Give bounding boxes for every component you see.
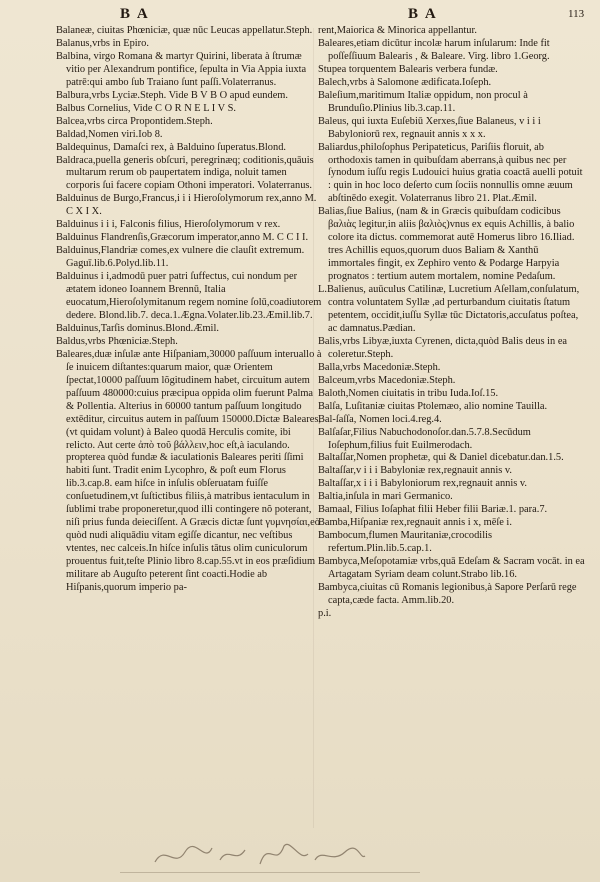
dictionary-entry: Balduinus Flandrenſis,Græcorum imperator,anno M. C C I I. (56, 232, 309, 244)
dictionary-entry: Balis,vrbs Libyæ,iuxta Cyrenen, dicta,quòd Balis deus in ea coleretur.Steph. (318, 335, 568, 360)
dictionary-entry: Baltaſſar,Nomen prophetæ, qui & Daniel dicebatur.dan.1.5. (318, 452, 564, 464)
right-column (318, 25, 586, 621)
page-number: 113 (568, 8, 585, 20)
dictionary-entry: Baltia,inſula in mari Germanico. (318, 491, 453, 503)
dictionary-entry: Balduinus i i,admodū puer patri ſuffectus, cui nondum per ætatem idoneo Ioannem Brennū, Italia euocatum,Hieroſolymitanum regem nomine ſolū,coadiutorem dedere. Blond.lib.7. deca.1.Ægna.Volater.lib.23.Æmil.lib.7. (56, 271, 322, 321)
dictionary-entry: Baloth,Nomen ciuitatis in tribu Iuda.Ioſ.15. (318, 387, 499, 399)
dictionary-entry: Bambyca,Meſopotamiæ vrbs,quā Edeſam & Sacram vocāt. in ea Artagatam Syriam deam colunt.Strabo lib.16. (318, 556, 585, 581)
dictionary-entry: Baldus,vrbs Phœniciæ.Steph. (56, 335, 178, 347)
dictionary-entry: Bambocum,flumen Mauritaniæ,crocodilis refertum.Plin.lib.5.cap.1. (318, 530, 493, 555)
dictionary-entry: Balduinus,Flandriæ comes,ex vulnere die clauſit extremum. Gaguī.lib.6.Polyd.lib.11. (56, 245, 305, 270)
dictionary-entry: Bamaal, Filius Ioſaphat filii Heber filii Bariæ.1. para.7. (318, 504, 548, 516)
dictionary-entry: L.Balienus, auūculus Catilinæ, Lucretium Aſellam,conſulatum, contra voluntatem Syllæ ,ad perturbandum ciuitatis ſtatum petentem, occidit,iuſſu Syllæ tūc Dictatoris,accuſatus poſtea, ac damnatus.Pædian. (318, 284, 580, 334)
dictionary-entry: Baltaſſar,x i i i Babyloniorum rex,regnauit annis v. (318, 478, 527, 490)
dictionary-entry: Balceum,vrbs Macedoniæ.Steph. (318, 374, 456, 386)
dictionary-entry: rent,Maiorica & Minorica appellantur. (318, 25, 477, 36)
dictionary-entry: Balaneæ, ciuitas Phœniciæ, quæ nūc Leucas appellatur.Steph. (56, 25, 313, 36)
dictionary-entry: Baleſium,maritimum Italiæ oppidum, non procul à Brunduſio.Plinius lib.3.cap.11. (318, 89, 528, 114)
dictionary-entry: p.i. (318, 607, 332, 619)
dictionary-entry: Balduinus,Tarſis dominus.Blond.Æmil. (56, 322, 219, 334)
dictionary-entry: Bal-ſaſſa, Nomen loci.4.reg.4. (318, 413, 442, 425)
running-head (0, 6, 600, 24)
dictionary-entry: Balla,vrbs Macedoniæ.Steph. (318, 361, 441, 373)
dictionary-entry: Baltaſſar,v i i i Babyloniæ rex,regnauit annis v. (318, 465, 512, 477)
dictionary-entry: Balſaſar,Filius Nabuchodonoſor.dan.5.7.8.Secūdum Ioſephum,filius fuit Euilmerodach. (318, 426, 531, 451)
signature-rule (120, 872, 420, 873)
dictionary-entry: Balduinus i i i, Falconis filius, Hieroſolymorum v rex. (56, 219, 281, 231)
running-head-right: B A (408, 6, 438, 22)
dictionary-entry: Balſa, Luſitaniæ ciuitas Ptolemæo, alio nomine Tauilla. (318, 400, 548, 412)
signature-scrawl-icon (150, 834, 370, 874)
dictionary-entry: Balias,ſiue Balius, (nam & in Græcis quibuſdam codicibus βαλιὰς legitur,in aliis βαλιὸς)vnus ex equis Achillis, à balio colore ita dictus. commemorat autē Homerus libro 16.Iliad. tres Achillis equos,quorum duos Baliam & Xanthū immortales fingit, ex Zephiro vento & Podarge Harpyia prognatos : tertium autem mortalem, nomine Pedaſum. (318, 206, 575, 283)
dictionary-entry: Balbura,vrbs Lyciæ.Steph. Vide B V B O apud eundem. (56, 89, 288, 101)
dictionary-entry: Stupea torquentem Balearis verbera fundæ. (318, 63, 498, 75)
dictionary-entry: Bamba,Hiſpaniæ rex,regnauit annis i x, mēſe i. (318, 517, 512, 529)
dictionary-entry: Bambyca,ciuitas cū Romanis legionibus,à Sapore Perſarū rege capta,cæde facta. Amm.lib.20. (318, 581, 577, 606)
dictionary-entry: Baleares,etiam dicūtur incolæ harum inſularum: Inde fit poſſeſſiuum Balearis , & Baleare. Virg. libro 1.Georg. (318, 37, 550, 62)
dictionary-entry: Baleares,duæ inſulæ ante Hiſpaniam,30000 paſſuum interuallo à ſe inuicem diſtantes:quarum maior, quæ Orientem ſpectat,10000 paſſuum lõgitudinem habet, circuitum autem paſſuum 480000:cuius præcipua oppida olim fuerunt Palma & Pollentia. Alterius in 60000 tantum paſſuum longitudo extēditur, circuitus autem in paſſuum 150000.Dictæ Baleares,(vt quidam volunt) à Baleo quodā Herculis comite, ibi relicto. Aut certe ἀπὸ τοῦ βάλλειν,hoc eſt,à iaculando. propterea quòd fundæ & iaculationis Baleares periti ſſimi habiti ſunt. Tradit enim Lycophro, & poſt eum Florus lib.3.cap.8. eam hiſce in inſulis obſeruatam fuiſſe conſuetudinem,vt ſuſtictibus filiis,à matribus ientaculum in ſublimi trabe proponeretur,quod illi contingere nõ poterant, niſi prius funda deieciſſent. A Græcis dictæ ſunt γυμνησίαι,eò quòd nudi aliquādiu vitam egiſſe dicantur, nec veſtibus vtentes, nec calceis.In hiſce inſulis tātus olim cuniculorum prouentus fuit,teſte Plinio libro 8.cap.55.vt in eos præſidium militare ab Auguſto peterent ſint coacti.Hodie ab Hiſpanis,quorum imperio pa- (56, 348, 322, 593)
dictionary-entry: Balbina, virgo Romana & martyr Quirini, liberata à ſtrumæ vitio per Alexandrum pontifice, ſepulta in Via Appia iuxta patrē:qui ambo ſub Traiano ſunt paſſi.Volaterranus. (56, 50, 307, 88)
dictionary-entry: Baldraca,puella generis obſcuri, peregrinæq; coditionis,quāuis multarum rerum ob paupertatem indiga, noluit tamen corporis ſui facere copiam Othoni imperatori. Volaterranus. (56, 154, 314, 192)
running-head-left: B A (120, 6, 150, 22)
dictionary-entry: Balcea,vrbs circa Propontidem.Steph. (56, 115, 213, 127)
dictionary-entry: Balbus Cornelius, Vide C O R N E L I V S. (56, 102, 236, 114)
dictionary-entry: Baliardus,philoſophus Peripateticus, Pariſiis floruit, ab orthodoxis tamen in quibuſdam aberrans,à quibus nec per ſynodum iuſſu regis Ludouici huius gratia coactā auelli potuit : quin in hoc loco deſerto cum ſociis nonnullis omne æuum abſtinēdo exegit. Volaterranus libro 21. Plat.Æmil. (318, 141, 583, 205)
left-column (56, 25, 322, 595)
dictionary-entry: Balduinus de Burgo,Francus,i i i Hieroſolymorum rex,anno M. C X I X. (56, 193, 317, 218)
dictionary-entry: Balanus,vrbs in Epiro. (56, 37, 149, 49)
dictionary-entry: Baldequinus, Damaſci rex, à Balduino ſuperatus.Blond. (56, 141, 286, 153)
dictionary-entry: Balech,vrbs à Salomone ædificata.Ioſeph. (318, 76, 492, 88)
dictionary-entry: Baleus, qui iuxta Euſebiū Xerxes,ſiue Balaneus, v i i i Babyloniorū rex, regnauit annis x x x. (318, 115, 541, 140)
handwritten-signature (150, 834, 370, 874)
dictionary-entry: Baldad,Nomen viri.Iob 8. (56, 128, 163, 140)
